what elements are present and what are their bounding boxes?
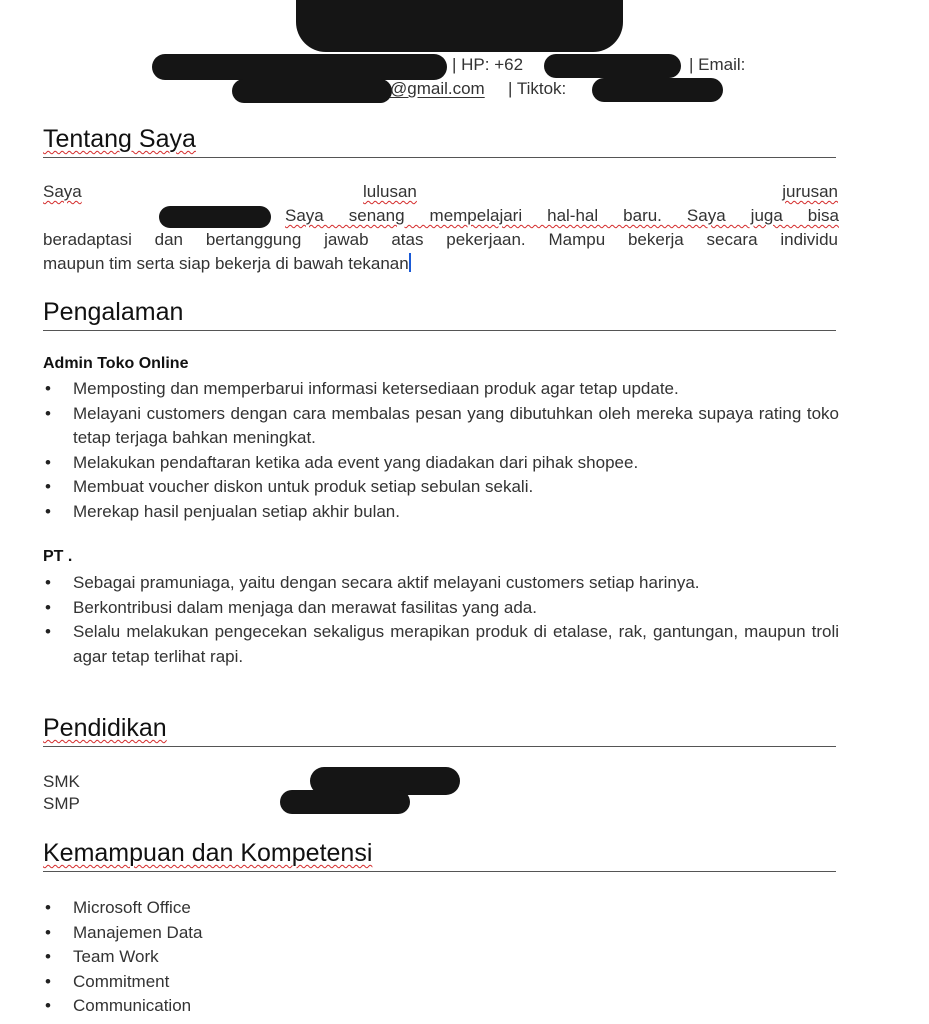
about-line-3: beradaptasi dan bertanggung jawab atas pekerjaan. Mampu bekerja secara individu xyxy=(43,230,838,249)
email-label: | Email: xyxy=(689,55,746,74)
tiktok-label: | Tiktok: xyxy=(508,79,567,98)
about-line-1 xyxy=(43,180,838,204)
skill-item: • Commitment xyxy=(43,970,839,995)
about-line-4-text: maupun tim serta siap bekerja di bawah tekanan xyxy=(43,254,409,273)
education-title-text: Pendidikan xyxy=(43,714,167,742)
job2-bullet-3: • Selalu melakukan pengecekan sekaligus merapikan produk di etalase, rak, gantungan, maupun troli agar tetap terlihat rapi. xyxy=(43,620,839,669)
hp-label: | HP: +62 xyxy=(452,55,524,74)
skill-item: • Communication xyxy=(43,994,839,1019)
skills-list xyxy=(43,896,839,1019)
redacted-address xyxy=(152,54,447,80)
job2-bullet-1: • Sebagai pramuniaga, yaitu dengan secara aktif melayani customers setiap harinya. xyxy=(43,571,839,596)
email-domain: @gmail.com xyxy=(390,79,485,98)
skill-item: • Manajemen Data xyxy=(43,921,839,946)
job1-bullet-2: • Melayani customers dengan cara membalas pesan yang dibutuhkan oleh mereka supaya rating toko tetap terjaga bahkan meningkat. xyxy=(43,402,839,451)
skill-item: • Team Work xyxy=(43,945,839,970)
skill-item: • Microsoft Office xyxy=(43,896,839,921)
about-line-4 xyxy=(43,252,838,276)
education-item-smk: SMK xyxy=(43,772,80,791)
skills-title xyxy=(43,838,836,872)
about-word-jurusan: jurusan xyxy=(782,182,838,201)
job1-title: Admin Toko Online xyxy=(43,355,189,372)
about-line-2: Saya senang mempelajari hal-hal baru. Saya juga bisa xyxy=(285,206,839,225)
about-title-text: Tentang Saya xyxy=(43,125,196,153)
text-cursor xyxy=(409,253,411,272)
about-title xyxy=(43,124,836,158)
job1-bullets xyxy=(43,377,839,524)
job1-bullet-1: • Memposting dan memperbarui informasi ketersediaan produk agar tetap update. xyxy=(43,377,839,402)
redacted-smp-name xyxy=(280,790,410,814)
job1-bullet-4: • Membuat voucher diskon untuk produk setiap sebulan sekali. xyxy=(43,475,839,500)
redacted-phone xyxy=(544,54,681,78)
redacted-name xyxy=(296,0,623,52)
job1-bullet-5: • Merekap hasil penjualan setiap akhir bulan. xyxy=(43,500,839,525)
job2-title: PT . xyxy=(43,548,73,565)
redacted-email-user xyxy=(232,79,392,103)
job2-bullet-2: • Berkontribusi dalam menjaga dan merawat fasilitas yang ada. xyxy=(43,596,839,621)
about-word-lulusan: lulusan xyxy=(363,182,417,201)
redacted-school-major xyxy=(159,206,271,228)
about-word-saya: Saya xyxy=(43,182,82,201)
job2-bullets xyxy=(43,571,839,669)
skills-title-text: Kemampuan dan Kompetensi xyxy=(43,839,373,867)
redacted-tiktok xyxy=(592,78,723,102)
experience-title-text: Pengalaman xyxy=(43,298,184,326)
experience-title xyxy=(43,297,836,331)
education-item-smp: SMP xyxy=(43,794,80,813)
job1-bullet-3: • Melakukan pendaftaran ketika ada event yang diadakan dari pihak shopee. xyxy=(43,451,839,476)
education-title xyxy=(43,713,836,747)
